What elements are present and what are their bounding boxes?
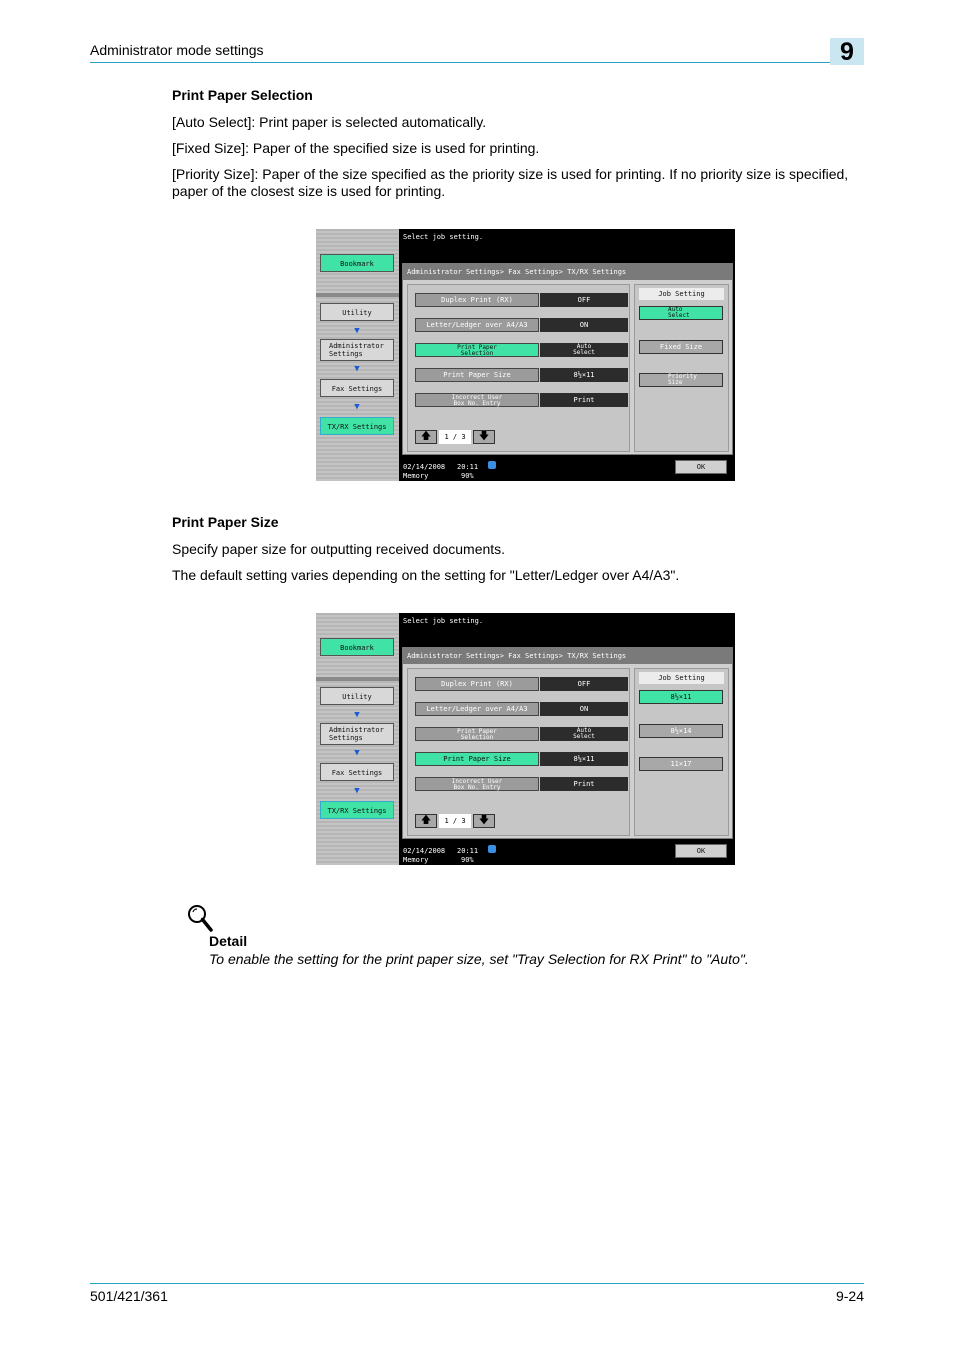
ok-button[interactable]: OK <box>675 460 727 474</box>
button-label-line: Select <box>668 312 690 319</box>
settings-panel <box>402 263 733 455</box>
txrx-settings-button[interactable]: TX/RX Settings <box>320 801 394 819</box>
utility-button[interactable]: Utility <box>320 303 394 321</box>
section-heading-print-paper-size: Print Paper Size <box>172 514 279 530</box>
arrow-down-icon: ▼ <box>354 786 360 796</box>
button-label-line: Box No. Entry <box>453 400 501 407</box>
sidebar-divider <box>316 293 399 297</box>
settings-list <box>407 284 630 452</box>
duplex-print-rx-button[interactable]: Duplex Print (RX) <box>415 677 539 691</box>
txrx-settings-button[interactable]: TX/RX Settings <box>320 417 394 435</box>
settings-panel <box>402 647 733 839</box>
button-label-line: Print Paper <box>457 344 497 351</box>
page-separator: / <box>452 817 458 825</box>
button-label-line: Box No. Entry <box>453 784 501 791</box>
button-label-line: Administrator <box>329 342 384 350</box>
button-label-line: Administrator <box>329 726 384 734</box>
footer-rule <box>90 1283 864 1284</box>
button-label-line: Priority <box>668 373 697 380</box>
letter-ledger-value: ON <box>540 318 628 332</box>
paper-size-legal-button[interactable]: 8½×14 <box>639 724 723 738</box>
breadcrumb: Administrator Settings> Fax Settings> TX/RX Settings <box>403 264 732 280</box>
incorrect-user-box-button[interactable] <box>415 393 539 407</box>
letter-ledger-button[interactable]: Letter/Ledger over A4/A3 <box>415 702 539 716</box>
arrow-down-icon: ▼ <box>354 364 360 374</box>
running-header: Administrator mode settings <box>90 42 264 58</box>
section-heading-print-paper-selection: Print Paper Selection <box>172 87 313 103</box>
chapter-number: 9 <box>830 38 864 65</box>
status-date: 02/14/2008 <box>403 463 446 471</box>
sidebar-divider <box>316 677 399 681</box>
panel-screenshot-print-paper-size <box>316 613 735 865</box>
panel-sidebar <box>316 613 399 865</box>
job-setting-header: Job Setting <box>639 672 724 684</box>
page-up-button[interactable]: 🡅 <box>415 430 437 444</box>
print-paper-size-button[interactable]: Print Paper Size <box>415 752 539 766</box>
job-setting-header: Job Setting <box>639 288 724 300</box>
value-line: Select <box>573 349 595 356</box>
utility-button[interactable]: Utility <box>320 687 394 705</box>
print-paper-size-button[interactable]: Print Paper Size <box>415 368 539 382</box>
status-bar <box>399 457 735 481</box>
memory-value: 90% <box>461 856 474 864</box>
page-up-button[interactable]: 🡅 <box>415 814 437 828</box>
paragraph: Specify paper size for outputting received documents. <box>172 541 506 557</box>
page-indicator <box>439 814 471 828</box>
button-label-line: Selection <box>460 734 494 741</box>
incorrect-user-box-value: Print <box>540 393 628 407</box>
paragraph: [Fixed Size]: Paper of the specified size is used for printing. <box>172 140 540 156</box>
value-line: Auto <box>576 343 592 350</box>
print-paper-size-value: 8½×11 <box>540 368 628 382</box>
fixed-size-button[interactable]: Fixed Size <box>639 340 723 354</box>
auto-select-button[interactable] <box>639 306 723 320</box>
print-paper-selection-value <box>540 727 628 741</box>
button-label-line: Print Paper <box>457 728 497 735</box>
button-label-line: Settings <box>329 350 363 358</box>
message-bar <box>399 613 735 647</box>
bookmark-button[interactable]: Bookmark <box>320 638 394 656</box>
incorrect-user-box-value: Print <box>540 777 628 791</box>
print-paper-selection-button[interactable] <box>415 727 539 741</box>
job-setting-options <box>634 284 729 452</box>
panel-screenshot-print-paper-selection <box>316 229 735 481</box>
ok-button[interactable]: OK <box>675 844 727 858</box>
memory-label: Memory <box>403 472 429 480</box>
memory-label: Memory <box>403 856 429 864</box>
button-label-line: Settings <box>329 734 363 742</box>
duplex-print-rx-value: OFF <box>540 677 628 691</box>
prompt-text: Select job setting. <box>403 233 484 241</box>
button-label-line: Incorrect User <box>451 394 503 401</box>
page-total: 3 <box>461 817 466 825</box>
administrator-settings-button[interactable] <box>320 723 394 745</box>
button-label-line: Auto <box>668 306 683 313</box>
status-bar <box>399 841 735 865</box>
memory-value: 90% <box>461 472 474 480</box>
incorrect-user-box-button[interactable] <box>415 777 539 791</box>
arrow-down-icon: ▼ <box>354 326 360 336</box>
page-separator: / <box>452 433 458 441</box>
magnifier-icon <box>186 903 214 933</box>
detail-text: To enable the setting for the print paper size, set "Tray Selection for RX Print" to "Auto". <box>209 951 749 967</box>
fax-settings-button[interactable]: Fax Settings <box>320 763 394 781</box>
arrow-down-icon: ▼ <box>354 402 360 412</box>
value-line: Auto <box>576 727 592 734</box>
settings-list <box>407 668 630 836</box>
page-current: 1 <box>444 817 449 825</box>
header-rule <box>90 62 830 63</box>
paper-size-ledger-button[interactable]: 11×17 <box>639 757 723 771</box>
page-indicator <box>439 430 471 444</box>
print-paper-selection-button[interactable] <box>415 343 539 357</box>
priority-size-button[interactable] <box>639 373 723 387</box>
letter-ledger-value: ON <box>540 702 628 716</box>
page-total: 3 <box>461 433 466 441</box>
duplex-print-rx-value: OFF <box>540 293 628 307</box>
duplex-print-rx-button[interactable]: Duplex Print (RX) <box>415 293 539 307</box>
panel-sidebar <box>316 229 399 481</box>
button-label-line: Incorrect User <box>451 778 503 785</box>
job-setting-options <box>634 668 729 836</box>
status-time: 20:11 <box>457 847 479 855</box>
footer-model: 501/421/361 <box>90 1288 168 1304</box>
print-paper-size-value: 8½×11 <box>540 752 628 766</box>
message-bar <box>399 229 735 263</box>
paragraph: [Auto Select]: Print paper is selected automatically. <box>172 114 487 130</box>
button-label-line: Size <box>668 379 683 386</box>
network-icon <box>488 461 496 469</box>
value-line: Select <box>573 733 595 740</box>
button-label-line: Selection <box>460 350 494 357</box>
paragraph: [Priority Size]: Paper of the size specified as the priority size is used for printing. If no priority size is specified, paper of the closest size is used for printing. <box>172 166 849 199</box>
page-down-button[interactable]: 🡇 <box>473 430 495 444</box>
print-paper-selection-value <box>540 343 628 357</box>
arrow-down-icon: ▼ <box>354 748 360 758</box>
page-current: 1 <box>444 433 449 441</box>
network-icon <box>488 845 496 853</box>
bookmark-button[interactable]: Bookmark <box>320 254 394 272</box>
footer-page-number: 9-24 <box>835 1288 864 1304</box>
breadcrumb: Administrator Settings> Fax Settings> TX/RX Settings <box>403 648 732 664</box>
arrow-down-icon: ▼ <box>354 710 360 720</box>
status-time: 20:11 <box>457 463 479 471</box>
letter-ledger-button[interactable]: Letter/Ledger over A4/A3 <box>415 318 539 332</box>
fax-settings-button[interactable]: Fax Settings <box>320 379 394 397</box>
status-date: 02/14/2008 <box>403 847 446 855</box>
paragraph: The default setting varies depending on the setting for "Letter/Ledger over A4/A3". <box>172 567 680 583</box>
detail-label: Detail <box>209 933 248 949</box>
prompt-text: Select job setting. <box>403 617 484 625</box>
page-down-button[interactable]: 🡇 <box>473 814 495 828</box>
paper-size-letter-button[interactable]: 8½×11 <box>639 690 723 704</box>
administrator-settings-button[interactable] <box>320 339 394 361</box>
